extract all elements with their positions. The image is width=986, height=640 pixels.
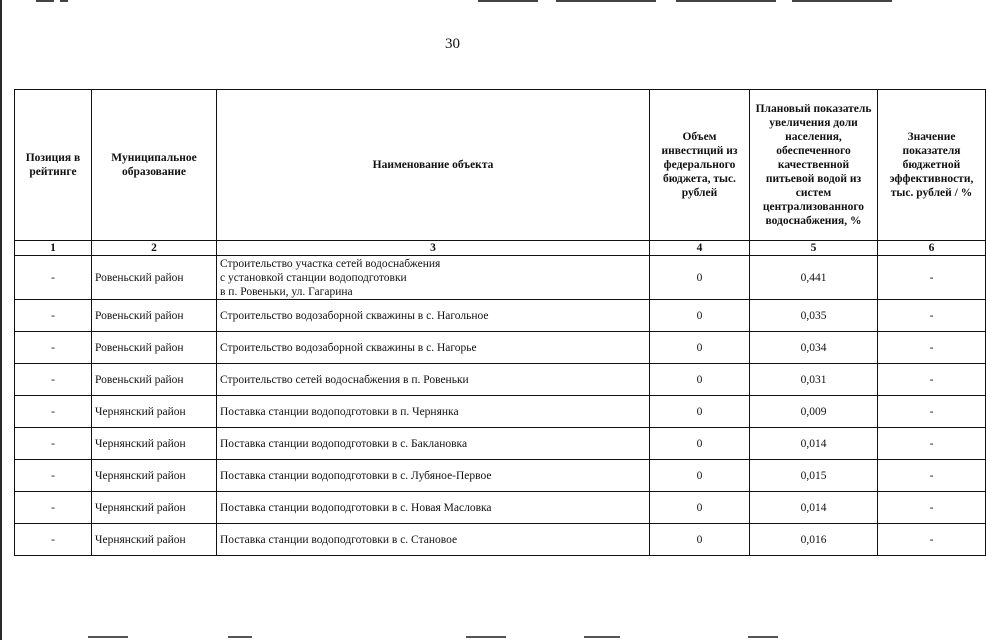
cell-position: - <box>15 364 92 396</box>
cell-efficiency: - <box>878 524 986 556</box>
cell-investment: 0 <box>650 396 750 428</box>
header-position: Позиция в рейтинге <box>15 90 92 241</box>
cell-object-name <box>217 396 650 428</box>
investment-table <box>14 89 986 556</box>
object-name-line: Поставка станции водоподготовки в с. Лубяное-Первое <box>220 469 492 482</box>
cell-planned-share: 0,016 <box>750 524 878 556</box>
column-number: 2 <box>92 241 217 256</box>
scan-left-edge <box>0 0 2 640</box>
cell-municipality: Ровеньский район <box>92 256 217 300</box>
object-name-line: Поставка станции водоподготовки в с. Новая Масловка <box>220 501 492 514</box>
cell-planned-share: 0,035 <box>750 300 878 332</box>
cell-object-name <box>217 364 650 396</box>
cell-planned-share: 0,014 <box>750 492 878 524</box>
cell-position: - <box>15 460 92 492</box>
cell-object-name <box>217 524 650 556</box>
cell-investment: 0 <box>650 332 750 364</box>
table-row <box>15 256 986 300</box>
header-object-name: Наименование объекта <box>217 90 650 241</box>
column-number: 4 <box>650 241 750 256</box>
cell-municipality: Чернянский район <box>92 460 217 492</box>
cell-investment: 0 <box>650 524 750 556</box>
cell-efficiency: - <box>878 460 986 492</box>
cell-efficiency: - <box>878 332 986 364</box>
cell-planned-share: 0,034 <box>750 332 878 364</box>
header-investment: Объем инвестиций из федерального бюджета, тыс. рублей <box>650 90 750 241</box>
header-efficiency: Значение показателя бюджетной эффективности, тыс. рублей / % <box>878 90 986 241</box>
table-row <box>15 460 986 492</box>
cell-efficiency: - <box>878 428 986 460</box>
cell-municipality: Чернянский район <box>92 524 217 556</box>
object-name-line: Строительство водозаборной скважины в с. Нагольное <box>220 309 489 322</box>
object-name-line: Строительство участка сетей водоснабжения <box>220 257 441 270</box>
object-name-line: Строительство водозаборной скважины в с. Нагорье <box>220 341 477 354</box>
cell-planned-share: 0,031 <box>750 364 878 396</box>
table-row <box>15 364 986 396</box>
cell-investment: 0 <box>650 460 750 492</box>
cell-efficiency: - <box>878 300 986 332</box>
table-row <box>15 524 986 556</box>
cell-investment: 0 <box>650 364 750 396</box>
scan-top-marks <box>0 0 905 4</box>
table-row <box>15 492 986 524</box>
cell-planned-share: 0,015 <box>750 460 878 492</box>
cell-position: - <box>15 300 92 332</box>
cell-investment: 0 <box>650 428 750 460</box>
table-row <box>15 300 986 332</box>
cell-municipality: Чернянский район <box>92 492 217 524</box>
cell-position: - <box>15 256 92 300</box>
table-body <box>15 256 986 556</box>
cell-municipality: Ровеньский район <box>92 332 217 364</box>
cell-municipality: Чернянский район <box>92 396 217 428</box>
column-number: 6 <box>878 241 986 256</box>
cell-object-name <box>217 256 650 300</box>
cell-object-name <box>217 428 650 460</box>
scan-bottom-marks <box>0 634 905 640</box>
cell-municipality: Ровеньский район <box>92 300 217 332</box>
cell-position: - <box>15 396 92 428</box>
cell-efficiency: - <box>878 256 986 300</box>
table-row <box>15 396 986 428</box>
column-number-row <box>15 241 986 256</box>
cell-investment: 0 <box>650 492 750 524</box>
cell-efficiency: - <box>878 364 986 396</box>
column-number: 3 <box>217 241 650 256</box>
cell-position: - <box>15 492 92 524</box>
cell-planned-share: 0,009 <box>750 396 878 428</box>
table-row <box>15 332 986 364</box>
table-header-row <box>15 90 986 241</box>
cell-object-name <box>217 332 650 364</box>
cell-planned-share: 0,014 <box>750 428 878 460</box>
column-number: 1 <box>15 241 92 256</box>
cell-object-name <box>217 492 650 524</box>
page-number: 30 <box>445 36 460 52</box>
cell-position: - <box>15 332 92 364</box>
object-name-line: в п. Ровеньки, ул. Гагарина <box>220 285 353 298</box>
cell-position: - <box>15 524 92 556</box>
object-name-line: Поставка станции водоподготовки в с. Становое <box>220 533 458 546</box>
table-row <box>15 428 986 460</box>
cell-investment: 0 <box>650 300 750 332</box>
object-name-line: Поставка станции водоподготовки в п. Чернянка <box>220 405 459 418</box>
object-name-line: с установкой станции водоподготовки <box>220 271 407 284</box>
header-planned-share: Плановый показатель увеличения доли населения, обеспеченного качественной питьевой водой из систем централизованного водоснабжения, % <box>750 90 878 241</box>
cell-efficiency: - <box>878 492 986 524</box>
cell-investment: 0 <box>650 256 750 300</box>
cell-object-name <box>217 300 650 332</box>
cell-planned-share: 0,441 <box>750 256 878 300</box>
cell-object-name <box>217 460 650 492</box>
header-municipality: Муниципальное образование <box>92 90 217 241</box>
cell-municipality: Ровеньский район <box>92 364 217 396</box>
column-number: 5 <box>750 241 878 256</box>
cell-position: - <box>15 428 92 460</box>
cell-municipality: Чернянский район <box>92 428 217 460</box>
object-name-line: Строительство сетей водоснабжения в п. Ровеньки <box>220 373 469 386</box>
cell-efficiency: - <box>878 396 986 428</box>
object-name-line: Поставка станции водоподготовки в с. Баклановка <box>220 437 468 450</box>
